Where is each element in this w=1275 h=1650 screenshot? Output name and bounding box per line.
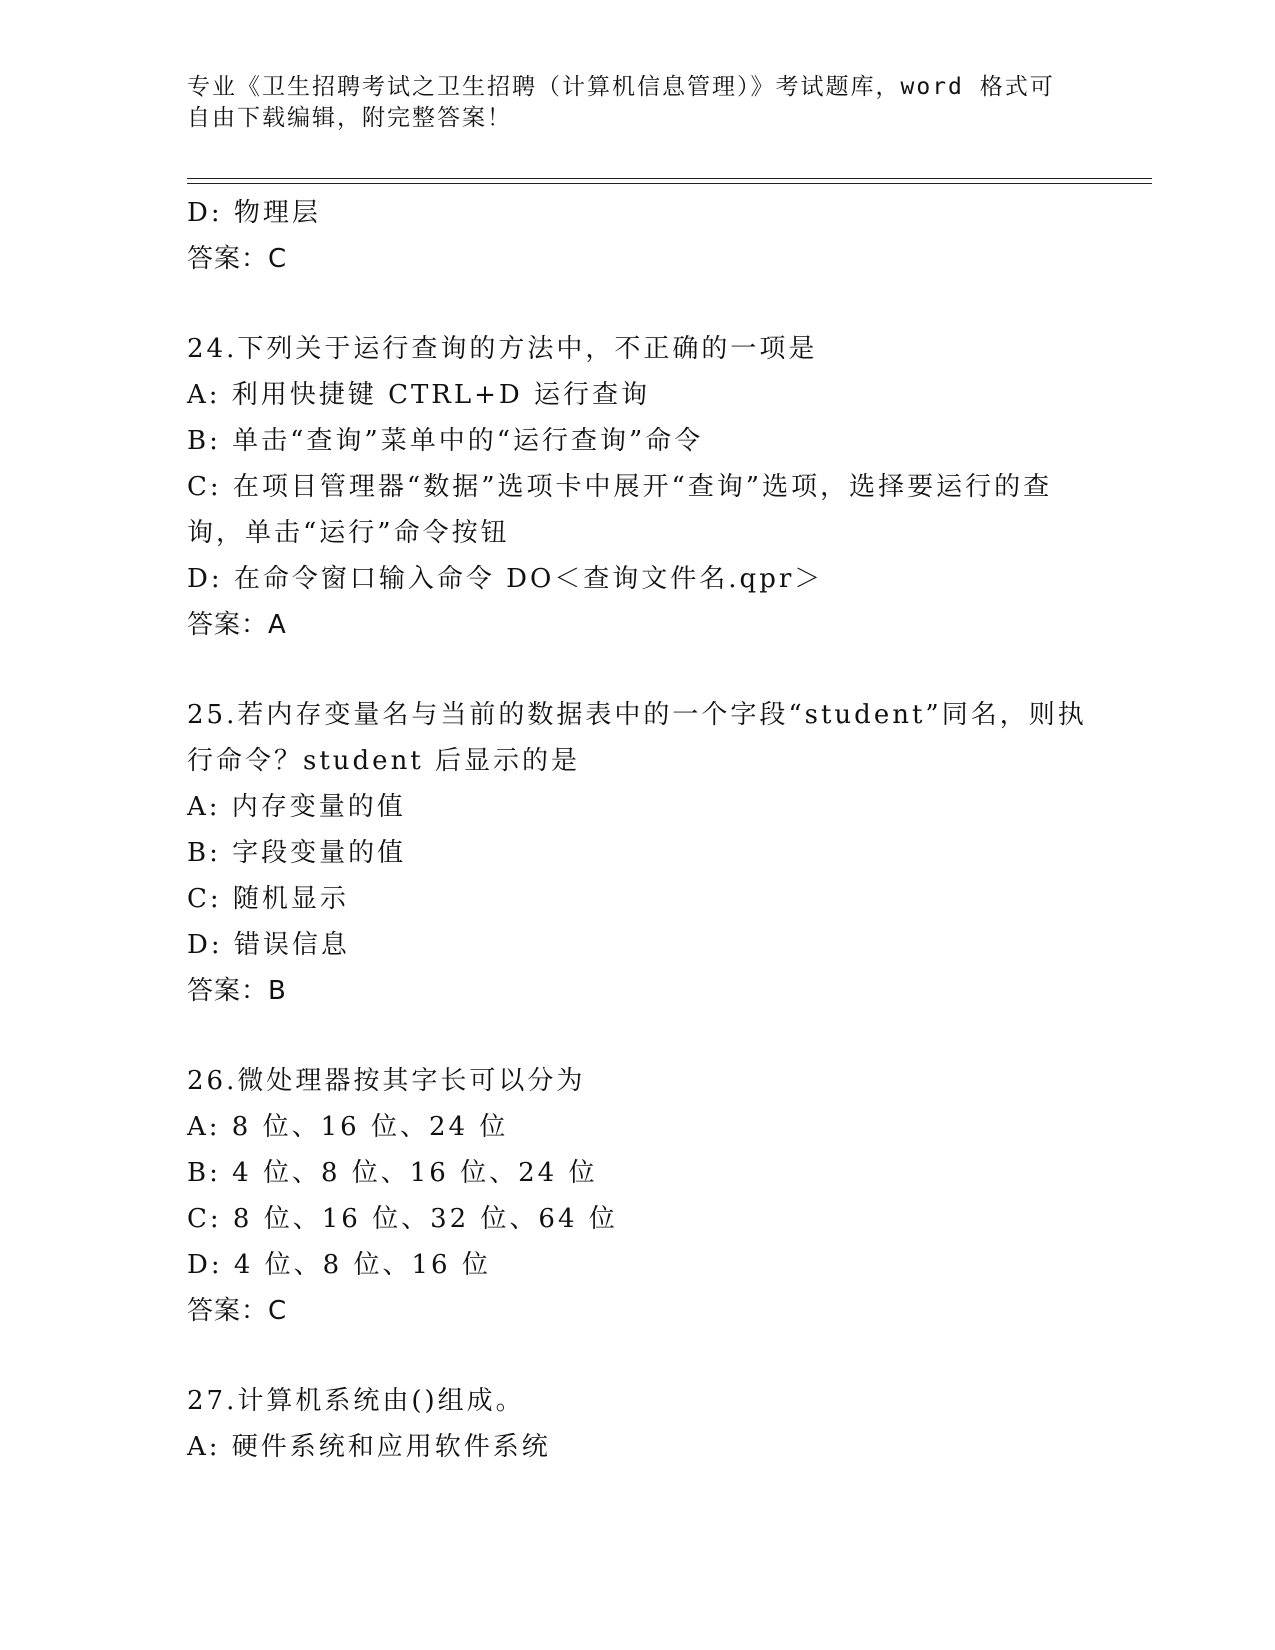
answer: 答案：C bbox=[187, 244, 288, 274]
question-stem: 25.若内存变量名与当前的数据表中的一个字段“student”同名，则执行命令？student 后显示的是 bbox=[187, 700, 1087, 776]
answer: 答案：A bbox=[187, 610, 287, 640]
answer: 答案：C bbox=[187, 1296, 288, 1326]
option-a: A: 硬件系统和应用软件系统 bbox=[187, 1432, 551, 1462]
option-a: A: 8 位、16 位、24 位 bbox=[187, 1112, 509, 1142]
answer: 答案：B bbox=[187, 976, 287, 1006]
question-stem: 26.微处理器按其字长可以分为 bbox=[187, 1066, 586, 1096]
spacer bbox=[187, 282, 1087, 326]
option-a: A: 利用快捷键 CTRL+D 运行查询 bbox=[187, 380, 651, 410]
option-b: B: 单击“查询”菜单中的“运行查询”命令 bbox=[187, 426, 704, 456]
spacer bbox=[187, 1014, 1087, 1058]
option-b: B: 4 位、8 位、16 位、24 位 bbox=[187, 1158, 598, 1188]
option-c: C: 随机显示 bbox=[187, 884, 349, 914]
question-26 bbox=[187, 1058, 1087, 1334]
option-b: B: 字段变量的值 bbox=[187, 838, 407, 868]
question-25 bbox=[187, 692, 1087, 1014]
option-c: C: 在项目管理器“数据”选项卡中展开“查询”选项，选择要运行的查询，单击“运行”命令按钮 bbox=[187, 472, 1053, 548]
option-d: D: 错误信息 bbox=[187, 930, 350, 960]
previous-question-fragment bbox=[187, 190, 1087, 282]
question-stem: 24.下列关于运行查询的方法中，不正确的一项是 bbox=[187, 334, 818, 364]
option-d: D: 在命令窗口输入命令 DO＜查询文件名.qpr＞ bbox=[187, 564, 824, 594]
option-d: D: 4 位、8 位、16 位 bbox=[187, 1250, 491, 1280]
question-27 bbox=[187, 1378, 1087, 1470]
header-divider-line bbox=[187, 178, 1152, 179]
option-a: A: 内存变量的值 bbox=[187, 792, 406, 822]
question-24 bbox=[187, 326, 1087, 648]
question-stem: 27.计算机系统由()组成。 bbox=[187, 1386, 525, 1416]
document-header: 专业《卫生招聘考试之卫生招聘（计算机信息管理）》考试题库，word 格式可自由下载编辑，附完整答案！ bbox=[187, 74, 1055, 131]
spacer bbox=[187, 1334, 1087, 1378]
header-divider-line bbox=[187, 183, 1152, 184]
option-c: C: 8 位、16 位、32 位、64 位 bbox=[187, 1204, 618, 1234]
spacer bbox=[187, 648, 1087, 692]
option-d: D: 物理层 bbox=[187, 198, 321, 228]
question-list bbox=[187, 190, 1087, 1470]
